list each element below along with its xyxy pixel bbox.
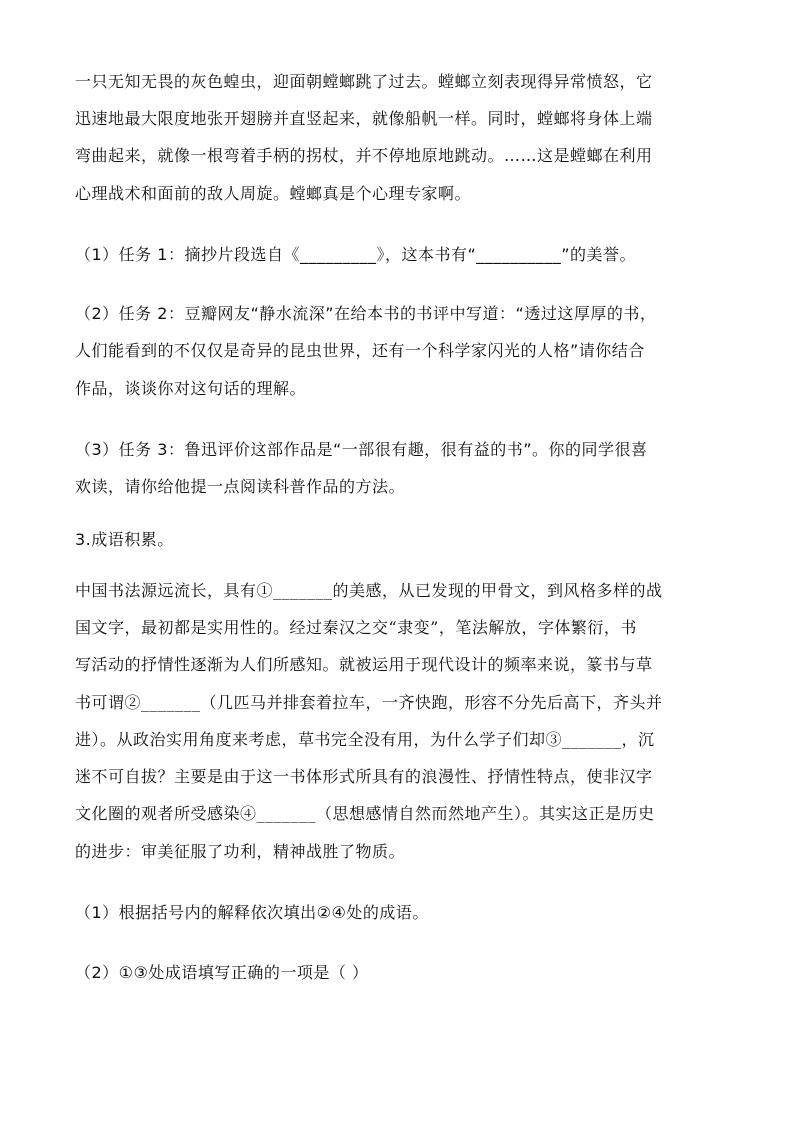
question-2: （2）①③处成语填写正确的一项是（ ） [75, 963, 369, 982]
idiom-passage-line: 国文字，最初都是实用性的。经过秦汉之交“隶变”，笔法解放，字体繁衍，书 [75, 618, 637, 637]
question-1: （1）根据括号内的解释依次填出②④处的成语。 [75, 903, 429, 922]
task-3-line: （3）任务 3：鲁迅评价这部作品是“一部很有趣，很有益的书”。你的同学很喜 [75, 440, 648, 459]
task-1: （1）任务 1：摘抄片段选自《_________》，这本书有“__________”的美誉。 [75, 245, 637, 264]
idiom-passage-line: 的进步：审美征服了功利，精神战胜了物质。 [75, 842, 406, 861]
passage-line: 迅速地最大限度地张开翅膀并直竖起来，就像船帆一样。同时，螳螂将身体上端 [75, 109, 653, 128]
passage-line: 心理战术和面前的敌人周旋。螳螂真是个心理专家啊。 [75, 184, 472, 203]
passage-line: 弯曲起来，就像一根弯着手柄的拐杖，并不停地原地跳动。……这是螳螂在利用 [75, 146, 653, 165]
task-3-line: 欢读，请你给他提一点阅读科普作品的方法。 [75, 477, 406, 496]
task-2-line: （2）任务 2：豆瓣网友“静水流深”在给本书的书评中写道：“透过这厚厚的书， [75, 304, 657, 323]
idiom-passage-line: 进）。从政治实用角度来考虑，草书完全没有用，为什么学子们却③_______，沉 [75, 730, 655, 749]
idiom-passage-line: 中国书法源远流长，具有①_______的美感，从已发现的甲骨文，到风格多样的战 [75, 581, 663, 600]
idiom-passage-line: 迷不可自拔？主要是由于这一书体形式所具有的浪漫性、抒情性特点，使非汉字 [75, 767, 653, 786]
task-2-line: 作品，谈谈你对这句话的理解。 [75, 379, 307, 398]
idiom-passage-line: 文化圈的观者所受感染④_______（思想感情自然而然地产生）。其实这正是历史 [75, 804, 655, 823]
section-title: 3.成语积累。 [75, 530, 174, 549]
idiom-passage-line: 写活动的抒情性逐渐为人们所感知。就被运用于现代设计的频率来说，篆书与草 [75, 655, 653, 674]
task-2-line: 人们能看到的不仅仅是奇异的昆虫世界，还有一个科学家闪光的人格”请你结合 [75, 341, 645, 360]
passage-line: 一只无知无畏的灰色蝗虫，迎面朝螳螂跳了过去。螳螂立刻表现得异常愤怒，它 [75, 72, 653, 91]
idiom-passage-line: 书可谓②_______（几匹马并排套着拉车，一齐快跑，形容不分先后高下，齐头并 [75, 693, 663, 712]
